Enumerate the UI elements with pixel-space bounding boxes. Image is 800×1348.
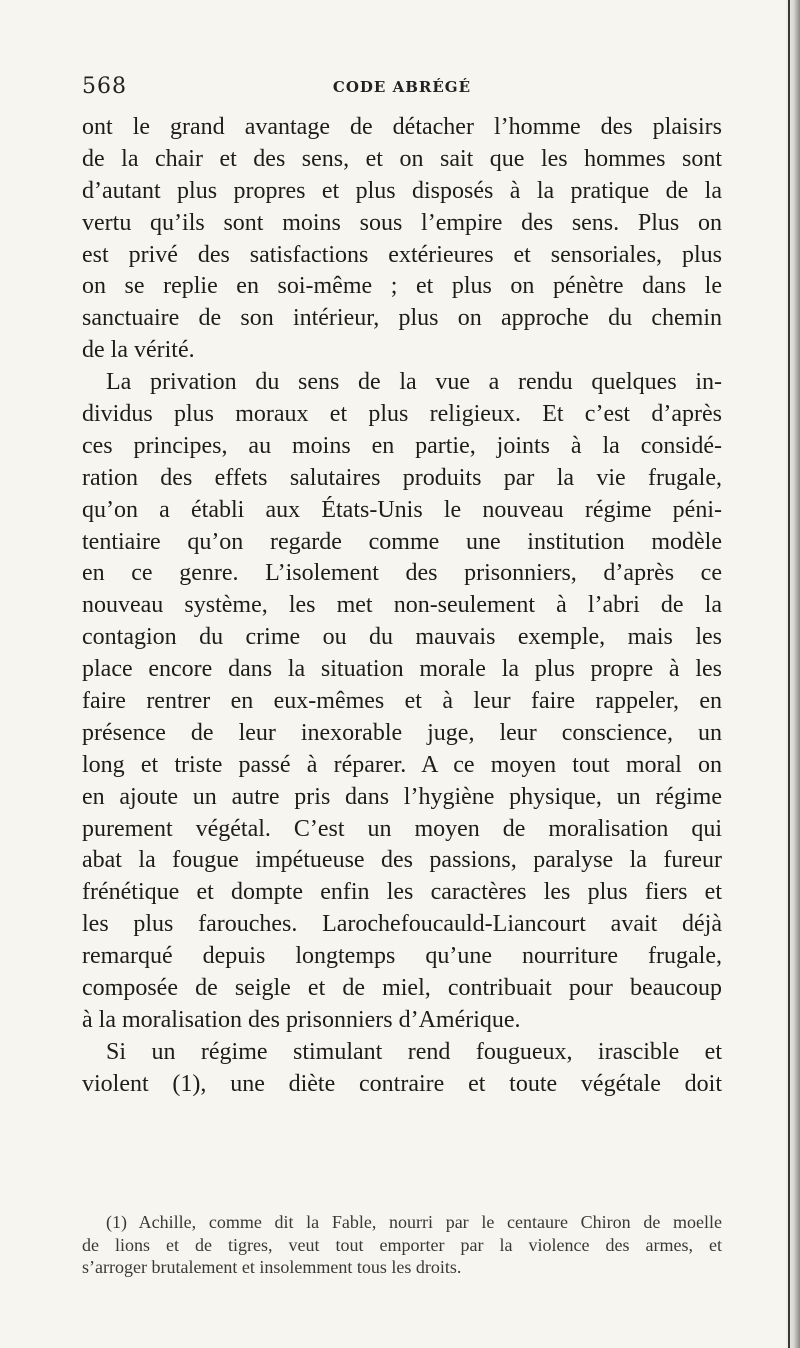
body-line: vertu qu’ils sont moins sous l’empire des sens. Plus on [82, 209, 722, 236]
body-line: tentiaire qu’on regarde comme une institution modèle [82, 528, 722, 555]
body-line: ration des effets salutaires produits par la vie frugale, [82, 464, 722, 491]
body-line: violent (1), une diète contraire et toute végétale doit [82, 1070, 722, 1097]
body-line: composée de seigle et de miel, contribuait pour beaucoup [82, 975, 722, 1002]
body-line: ont le grand avantage de détacher l’homme des plaisirs [82, 114, 722, 140]
body-line: ces principes, au moins en partie, joints à la considé- [82, 432, 722, 459]
body-line: faire rentrer en eux-mêmes et à leur faire rappeler, en [82, 688, 722, 715]
body-line: contagion du crime ou du mauvais exemple, mais les [82, 624, 722, 651]
footnote [82, 1211, 722, 1279]
body-line: frénétique et dompte enfin les caractères les plus fiers et [82, 879, 722, 906]
body-line: long et triste passé à réparer. A ce moyen tout moral on [82, 751, 722, 778]
body-line: dividus plus moraux et plus religieux. Et c’est d’après [82, 401, 722, 428]
body-line: présence de leur inexorable juge, leur conscience, un [82, 719, 722, 746]
body-line: La privation du sens de la vue a rendu quelques in- [106, 369, 722, 396]
body-line: remarqué depuis longtemps qu’une nourriture frugale, [82, 943, 722, 970]
page-number: 568 [82, 74, 127, 99]
body-line: les plus farouches. Larochefoucauld-Liancourt avait déjà [82, 911, 722, 938]
footnote-line: de lions et de tigres, veut tout emporter par la violence des armes, et [82, 1234, 722, 1255]
footnote-line: (1) Achille, comme dit la Fable, nourri par le centaure Chiron de moelle [106, 1212, 722, 1232]
body-line: purement végétal. C’est un moyen de moralisation qui [82, 815, 722, 842]
body-line: Si un régime stimulant rend fougueux, irascible et [106, 1038, 722, 1065]
body-line: en ajoute un autre pris dans l’hygiène physique, un régime [82, 783, 722, 810]
body-line: qu’on a établi aux États-Unis le nouveau régime péni- [82, 496, 722, 523]
body-line: est privé des satisfactions extérieures et sensoriales, plus [82, 241, 722, 268]
body-line: on se replie en soi-même ; et plus on pénètre dans le [82, 273, 722, 300]
body-line: abat la fougue impétueuse des passions, paralyse la fureur [82, 847, 722, 874]
running-head: CODE ABRÉGÉ [332, 78, 472, 96]
page-header [82, 74, 722, 108]
body-line: en ce genre. L’isolement des prisonniers, d’après ce [82, 560, 722, 587]
footnote-line: s’arroger brutalement et insolemment tous les droits. [82, 1257, 462, 1277]
body-line: de la vérité. [82, 337, 195, 364]
body-line: de la chair et des sens, et on sait que les hommes sont [82, 145, 722, 172]
body-line: à la moralisation des prisonniers d’Amérique. [82, 1006, 521, 1033]
body-line: nouveau système, les met non-seulement à l’abri de la [82, 592, 722, 619]
body-line: d’autant plus propres et plus disposés à la pratique de la [82, 177, 722, 204]
body-line: place encore dans la situation morale la plus propre à les [82, 656, 722, 683]
page-edge-line [788, 0, 790, 1348]
body-text [82, 112, 722, 1101]
body-line: sanctuaire de son intérieur, plus on approche du chemin [82, 305, 722, 332]
